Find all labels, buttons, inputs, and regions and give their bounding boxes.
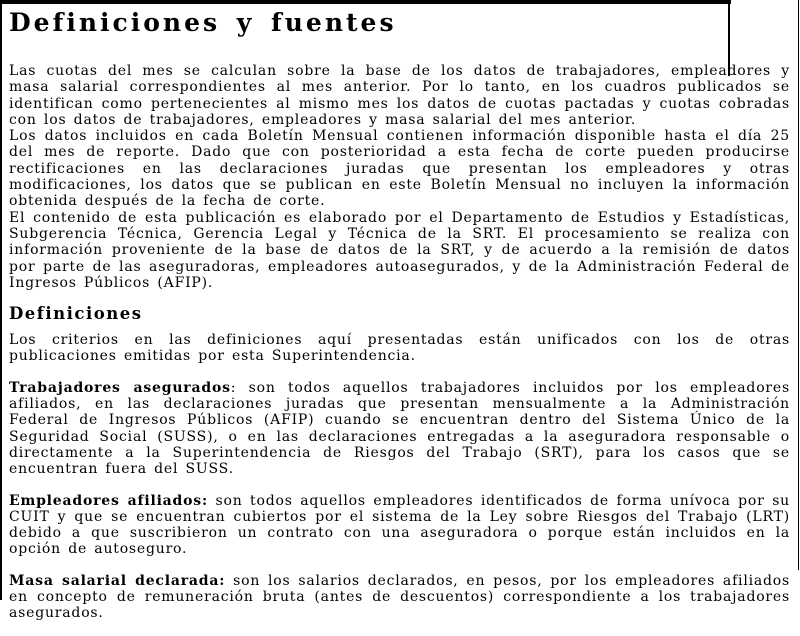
- frame-left-rule: [0, 0, 2, 600]
- definition-empleadores-afiliados: [9, 493, 790, 558]
- definition-body: son los salarios declarados, en pesos, por los empleadores afiliados en concepto de remuneración bruta (antes de descuentos) correspondiente a los trabajadores asegurados.: [9, 572, 791, 622]
- definition-masa-salarial-declarada: [9, 573, 790, 622]
- intro-paragraph: Los datos incluidos en cada Boletín Mensual contienen información disponible hasta el día 25 del mes de reporte. Dado que con posterioridad a esta fecha de corte pueden producirse rectificaciones en las declaraciones juradas que presentan los empleadores y otras modificaciones, los datos que se publican en este Boletín Mensual no incluyen la información obtenida después de la fecha de corte.: [9, 128, 790, 210]
- definition-term: Empleadores afiliados:: [9, 492, 208, 509]
- page-content: [9, 0, 790, 636]
- intro-paragraph: El contenido de esta publicación es elaborado por el Departamento de Estudios y Estadísticas, Subgerencia Técnica, Gerencia Legal y Técnica de la SRT. El procesamiento se realiza con información proveniente de la base de datos de la SRT, y de acuerdo a la remisión de datos por parte de las aseguradoras, empleadores autoasegurados, y de la Administración Federal de Ingresos Públicos (AFIP).: [9, 209, 790, 291]
- intro-paragraph: Las cuotas del mes se calculan sobre la base de los datos de trabajadores, empleadores y masa salarial correspondientes al mes anterior. Por lo tanto, en los cuadros publicados se identifican como pertenecientes al mismo mes los datos de cuotas pactadas y cuotas cobradas con los datos de trabajadores, empleadores y masa salarial del mes anterior.: [9, 63, 790, 128]
- definition-trabajadores-asegurados: [9, 380, 790, 478]
- section-intro: Los criterios en las definiciones aquí presentadas están unificados con los de otras publicaciones emitidas por esta Superintendencia.: [9, 332, 790, 365]
- frame-right-edge-rule: [798, 0, 799, 570]
- page-title: Definiciones y fuentes: [9, 8, 397, 37]
- definition-term: Trabajadores asegurados: [9, 379, 231, 396]
- definition-body: : son todos aquellos trabajadores incluidos por los empleadores afiliados, en las declaraciones juradas que presentan mensualmente a la Administración Federal de Ingresos Públicos (AFIP) cuando se encuentran dentro del Sistema Único de la Seguridad Social (SUSS), o en las declaraciones entregadas a la aseguradora responsable o directamente a la Superintendencia de Riesgos del Trabajo (SRT), para los casos que se encuentran fuera del SUSS.: [9, 379, 790, 478]
- section-heading: Definiciones: [9, 304, 143, 324]
- definition-body: son todos aquellos empleadores identificados de forma unívoca por su CUIT y que se encuentran cubiertos por el sistema de la Ley sobre Riesgos del Trabajo (LRT) debido a que suscribieron un contrato con una aseguradora o porque están incluidos en la opción de autoseguro.: [9, 492, 790, 558]
- intro-paragraphs: [9, 63, 790, 291]
- definition-term: Masa salarial declarada:: [9, 572, 226, 589]
